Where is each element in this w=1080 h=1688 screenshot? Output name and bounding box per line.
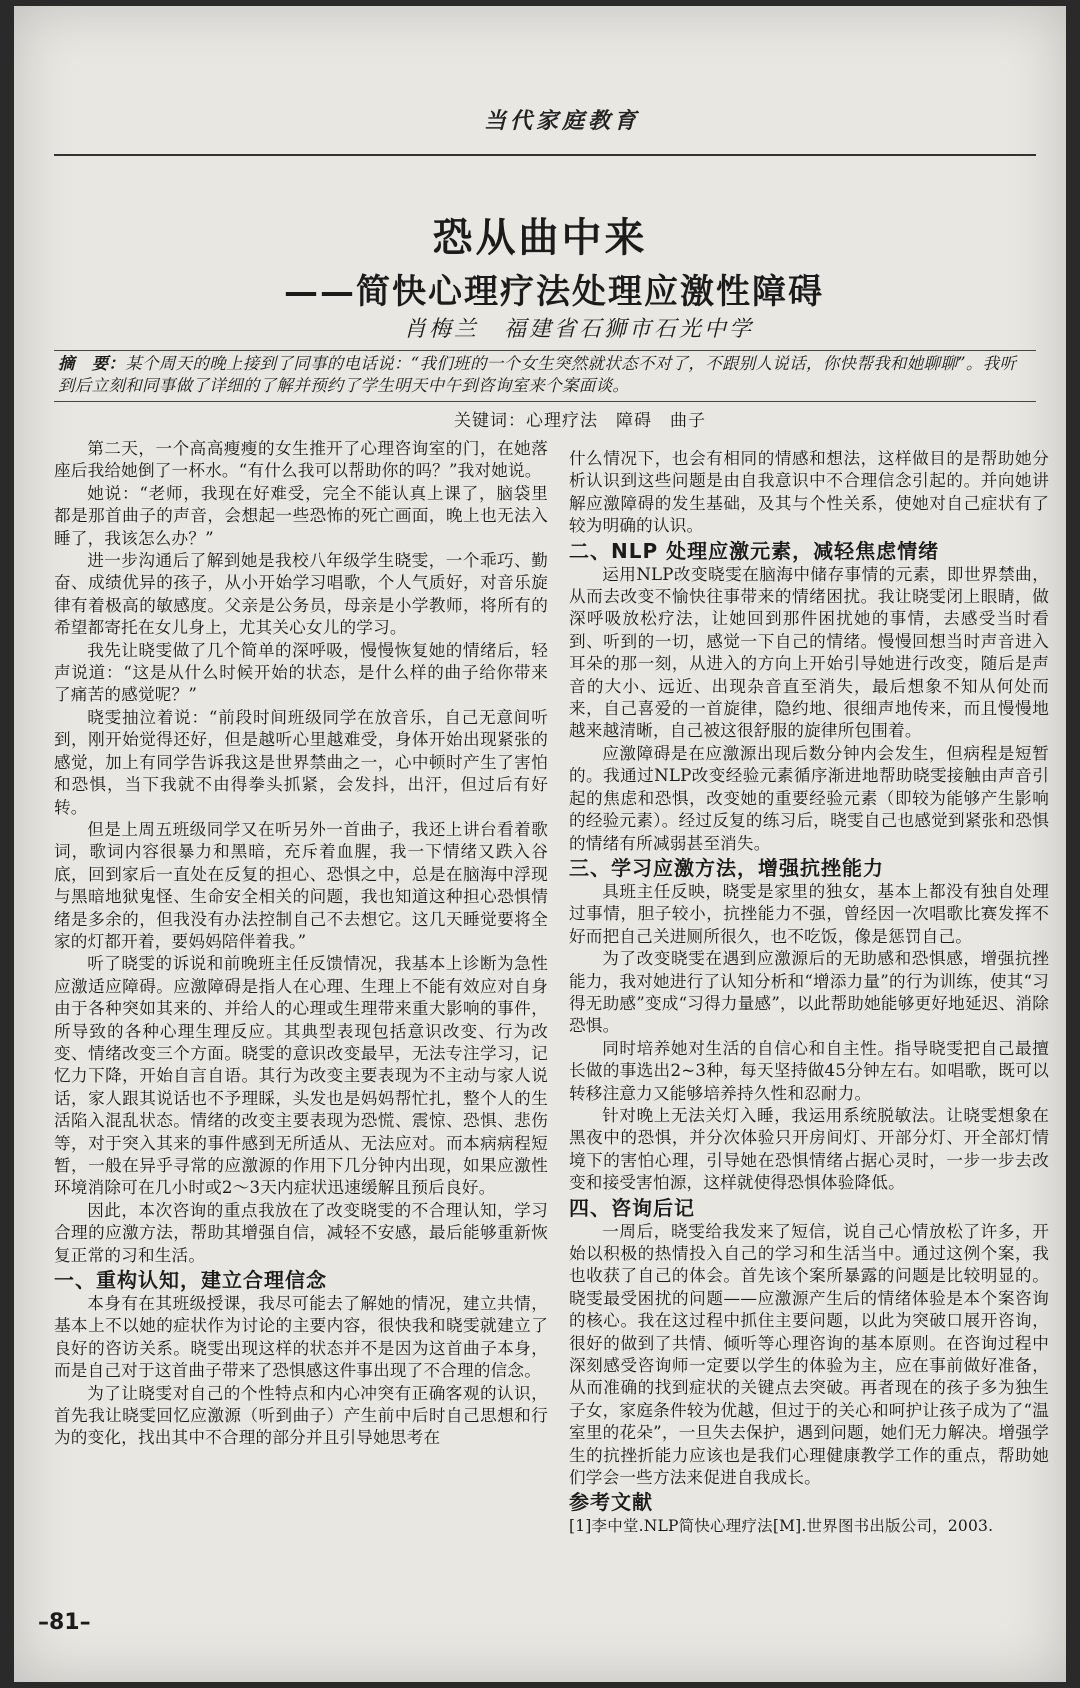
- section-heading-3: 三、学习应激方法，增强抗挫能力: [569, 855, 884, 880]
- abstract-label: 摘 要：: [58, 354, 126, 373]
- paragraph: 第二天，一个高高瘦瘦的女生推开了心理咨询室的门，在她落座后我给她倒了一杯水。“有什么我可以帮助你的吗？”我对她说。: [54, 439, 548, 481]
- paragraph: 同时培养她对生活的自信心和自主性。指导晓雯把自己最擅长做的事选出2~3种，每天坚持做45分钟左右。如唱歌，既可以转移注意力又能够培养持久性和忍耐力。: [569, 1038, 1049, 1103]
- paragraph: 晓雯抽泣着说：“前段时间班级同学在放音乐，自己无意间听到，刚开始觉得还好，但是越听心里越难受，身体开始出现紧张的感觉，加上有同学告诉我这是世界禁曲之一，心中顿时产生了害怕和恐惧，当下我就不由得拳头抓紧，会发抖，出汗，但过后有好转。: [54, 707, 548, 817]
- journal-running-header: 当代家庭教育: [484, 108, 641, 134]
- section-heading-1: 一、重构认知，建立合理信念: [54, 1268, 327, 1293]
- paragraph: 针对晚上无法关灯入睡，我运用系统脱敏法。让晓雯想象在黑夜中的恐惧，并分次体验只开房间灯、开部分灯、开全部灯情境下的害怕心理，引导她在恐惧情绪占据心灵时，一步一步去改变和接受害怕源，这样就使得恐惧体验降低。: [569, 1105, 1049, 1193]
- abstract-text: 某个周天的晚上接到了同事的电话说：“我们班的一个女生突然就状态不对了，不跟别人说话，你快帮我和她聊聊”。我听到后立刻和同事做了详细的了解并预约了学生明天中午到咨询室来个案面谈。: [58, 354, 1017, 395]
- paragraph: 为了让晓雯对自己的个性特点和内心冲突有正确客观的认识，首先我让晓雯回忆应激源（听到曲子）产生前中后时自己思想和行为的变化，找出其中不合理的部分并且引导她思考在: [54, 1383, 548, 1448]
- paragraph: 运用NLP改变晓雯在脑海中储存事情的元素，即世界禁曲，从而去改变不愉快往事带来的情绪困扰。我让晓雯闭上眼睛，做深呼吸放松疗法，让她回到那件困扰她的事情，去感受当时看到、听到的一切，感觉一下自己的情绪。慢慢回想当时声音进入耳朵的那一刻，从进入的方向上开始引导她进行改变，随后是声音的大小、远近、出现杂音直至消失，最后想象不知从何处而来，自己喜爱的一首旋律，隐约地、很细声地传来，而且慢慢地越来越清晰，自己被这很舒服的旋律所包围着。: [569, 564, 1049, 741]
- paragraph: 进一步沟通后了解到她是我校八年级学生晓雯，一个乖巧、勤奋、成绩优异的孩子，从小开始学习唱歌，个人气质好，对音乐旋律有着极高的敏感度。父亲是公务员，母亲是小学教师，将所有的希望都寄托在女儿身上，尤其关心女儿的学习。: [54, 551, 548, 638]
- article-title: 恐从曲中来: [432, 214, 648, 261]
- header-rule: [54, 154, 1036, 156]
- paragraph: 我先让晓雯做了几个简单的深呼吸，慢慢恢复她的情绪后，轻声说道：“这是从什么时候开始的状态，是什么样的曲子给你带来了痛苦的感觉呢？”: [54, 640, 548, 705]
- section-heading-4: 四、咨询后记: [569, 1195, 695, 1220]
- left-column: [54, 438, 548, 1450]
- references-heading: 参考文献: [569, 1490, 653, 1515]
- keywords: 关键词：心理疗法 障碍 曲子: [454, 411, 706, 431]
- paragraph: 为了改变晓雯在遇到应激源后的无助感和恐惧感，增强抗挫能力，我对她进行了认知分析和“增添力量”的行为训练，使其“习得无助感”变成“习得力量感”，以此帮助她能够更好地延迟、消除恐惧。: [569, 949, 1049, 1036]
- paragraph: 听了晓雯的诉说和前晚班主任反馈情况，我基本上诊断为急性应激适应障碍。应激障碍是指人在心理、生理上不能有效应对自身由于各种突如其来的、并给人的心理或生理带来重大影响的事件，所导致的各种心理生理反应。其典型表现包括意识改变、行为改变、情绪改变三个方面。晓雯的意识改变最早，无法专注学习，记忆力下降，开始自言自语。其行为改变主要表现为不主动与家人说话，家人跟其说话也不予理睬，头发也是妈妈帮忙扎，整个人的生活陷入混乱状态。情绪的改变主要表现为恐慌、震惊、恐惧、悲伤等，对于突入其来的事件感到无所适从、无法应对。而本病病程短暂，一般在异乎寻常的应激源的作用下几分钟内出现，如果应激性环境消除可在几小时或2～3天内症状迅速缓解且预后良好。: [54, 954, 548, 1198]
- right-column: [569, 448, 1049, 1538]
- paragraph: 因此，本次咨询的重点我放在了改变晓雯的不合理认知，学习合理的应激方法，帮助其增强自信，减轻不安感，最后能够重新恢复正常的习和生活。: [54, 1200, 548, 1265]
- paragraph: 应激障碍是在应激源出现后数分钟内会发生，但病程是短暂的。我通过NLP改变经验元素循序渐进地帮助晓雯接触由声音引起的焦虑和恐惧，改变她的重要经验元素（即较为能够产生影响的经验元素）。经过反复的练习后，晓雯自己也感觉到紧张和恐惧的情绪有所减弱甚至消失。: [569, 743, 1049, 853]
- paragraph: 她说：“老师，我现在好难受，完全不能认真上课了，脑袋里都是那首曲子的声音，会想起一些恐怖的死亡画面，晚上也无法入睡了，我该怎么办？”: [54, 483, 548, 548]
- paragraph: 一周后，晓雯给我发来了短信，说自己心情放松了许多，开始以积极的热情投入自己的学习和生活当中。通过这例个案，我也收获了自己的体会。首先该个案所暴露的问题是比较明显的。晓雯最受困扰的问题——应激源产生后的情绪体验是本个案咨询的核心。我在这过程中抓住主要问题，以此为突破口展开咨询，很好的做到了共情、倾听等心理咨询的基本原则。在咨询过程中深刻感受咨询师一定要以学生的体验为主，应在事前做好准备，从而准确的找到症状的关键点去突破。再者现在的孩子多为独生子女，家庭条件较为优越，但过于的关心和呵护让孩子成为了“温室里的花朵”，一旦失去保护，遇到问题，她们无力解决。增强学生的抗挫折能力应该也是我们心理健康教学工作的重点，帮助她们学会一些方法来促进自我成长。: [569, 1221, 1049, 1488]
- abstract: [54, 350, 1036, 402]
- reference-item: [1]李中堂.NLP简快心理疗法[M].世界图书出版公司，2003.: [569, 1517, 994, 1536]
- article-subtitle: ——简快心理疗法处理应激性障碍: [284, 272, 824, 312]
- paragraph: 什么情况下，也会有相同的情感和想法，这样做目的是帮助她分析认识到这些问题是由自我意识中不合理信念引起的。并向她讲解应激障碍的发生基础，及其与个性关系，使她对自己症状有了较为明确的认识。: [569, 449, 1049, 536]
- page-number: –81–: [38, 1610, 91, 1635]
- paragraph: 但是上周五班级同学又在听另外一首曲子，我还上讲台看着歌词，歌词内容很暴力和黑暗，充斥着血腥，我一下情绪又跌入谷底，回到家后一直处在反复的担心、恐惧之中，总是在脑海中浮现与黑暗地狱鬼怪、生命安全相关的问题，我也知道这种担心恐惧情绪是多余的，但我没有办法控制自己不去想它。这几天睡觉要将全家的灯都开着，要妈妈陪伴着我。”: [54, 819, 548, 951]
- section-heading-2: 二、NLP 处理应激元素，减轻焦虑情绪: [569, 538, 940, 563]
- author-byline: 肖梅兰 福建省石狮市石光中学: [404, 317, 755, 342]
- paragraph: 具班主任反映，晓雯是家里的独女，基本上都没有独自处理过事情，胆子较小，抗挫能力不强，曾经因一次唱歌比赛发挥不好而把自己关进厕所很久，也不吃饭，像是惩罚自己。: [569, 881, 1049, 946]
- journal-page: [14, 6, 1066, 1682]
- paragraph: 本身有在其班级授课，我尽可能去了解她的情况，建立共情，基本上不以她的症状作为讨论的主要内容，很快我和晓雯就建立了良好的咨访关系。晓雯出现这样的状态并不是因为这首曲子本身，而是自己对于这首曲子带来了恐惧感这件事出现了不合理的信念。: [54, 1294, 548, 1381]
